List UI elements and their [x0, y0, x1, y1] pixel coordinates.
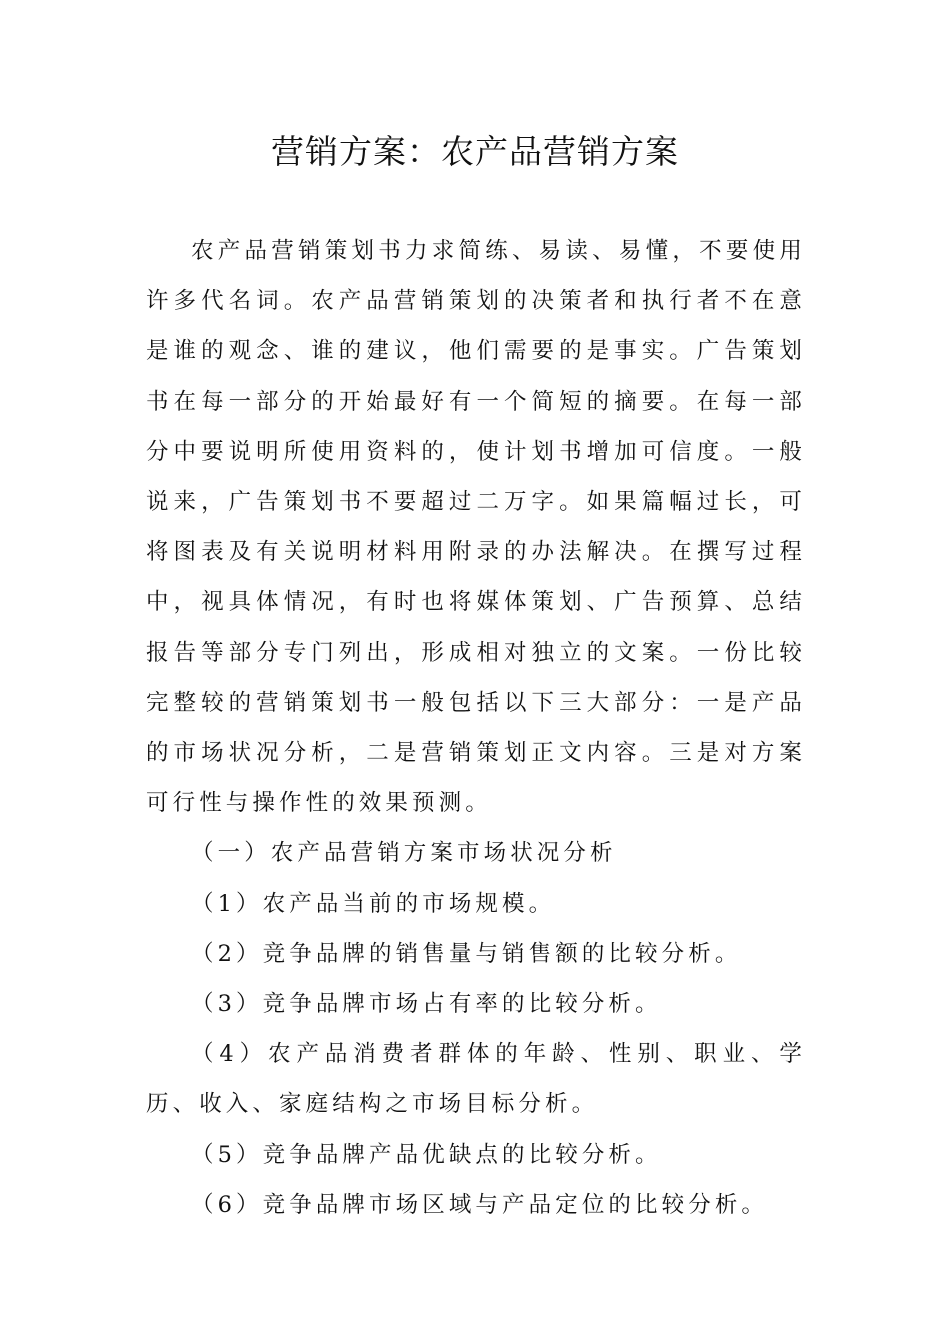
- list-item-1: （1）农产品当前的市场规模。: [191, 890, 556, 917]
- intro-paragraph: 农产品营销策划书力求简练、易读、易懂，不要使用许多代名词。农产品营销策划的决策者和执行者不在意是谁的观念、谁的建议，他们需要的是事实。广告策划书在每一部分的开始最好有一个简短的摘要。在每一部分中要说明所使用资料的，使计划书增加可信度。一般说来，广告策划书不要超过二万字。如果篇幅过长，可将图表及有关说明材料用附录的办法解决。在撰写过程中，视具体情况，有时也将媒体策划、广告预算、总结报告等部分专门列出，形成相对独立的文案。一份比较完整较的营销策划书一般包括以下三大部分：一是产品的市场状况分析，二是营销策划正文内容。三是对方案可行性与操作性的效果预测。: [146, 238, 806, 817]
- list-item-2: （2）竞争品牌的销售量与销售额的比较分析。: [191, 940, 742, 967]
- document-title: 营销方案：农产品营销方案: [271, 132, 679, 171]
- list-item-3: （3）竞争品牌市场占有率的比较分析。: [191, 991, 662, 1018]
- document-body: [146, 226, 806, 1230]
- list-item-5: （5）竞争品牌产品优缺点的比较分析。: [191, 1141, 662, 1168]
- section-heading-market-analysis: （一）农产品营销方案市场状况分析: [191, 840, 617, 867]
- list-item-4: （4）农产品消费者群体的年龄、性别、职业、学历、收入、家庭结构之市场目标分析。: [146, 1041, 806, 1118]
- list-item-6: （6）竞争品牌市场区域与产品定位的比较分析。: [191, 1191, 769, 1218]
